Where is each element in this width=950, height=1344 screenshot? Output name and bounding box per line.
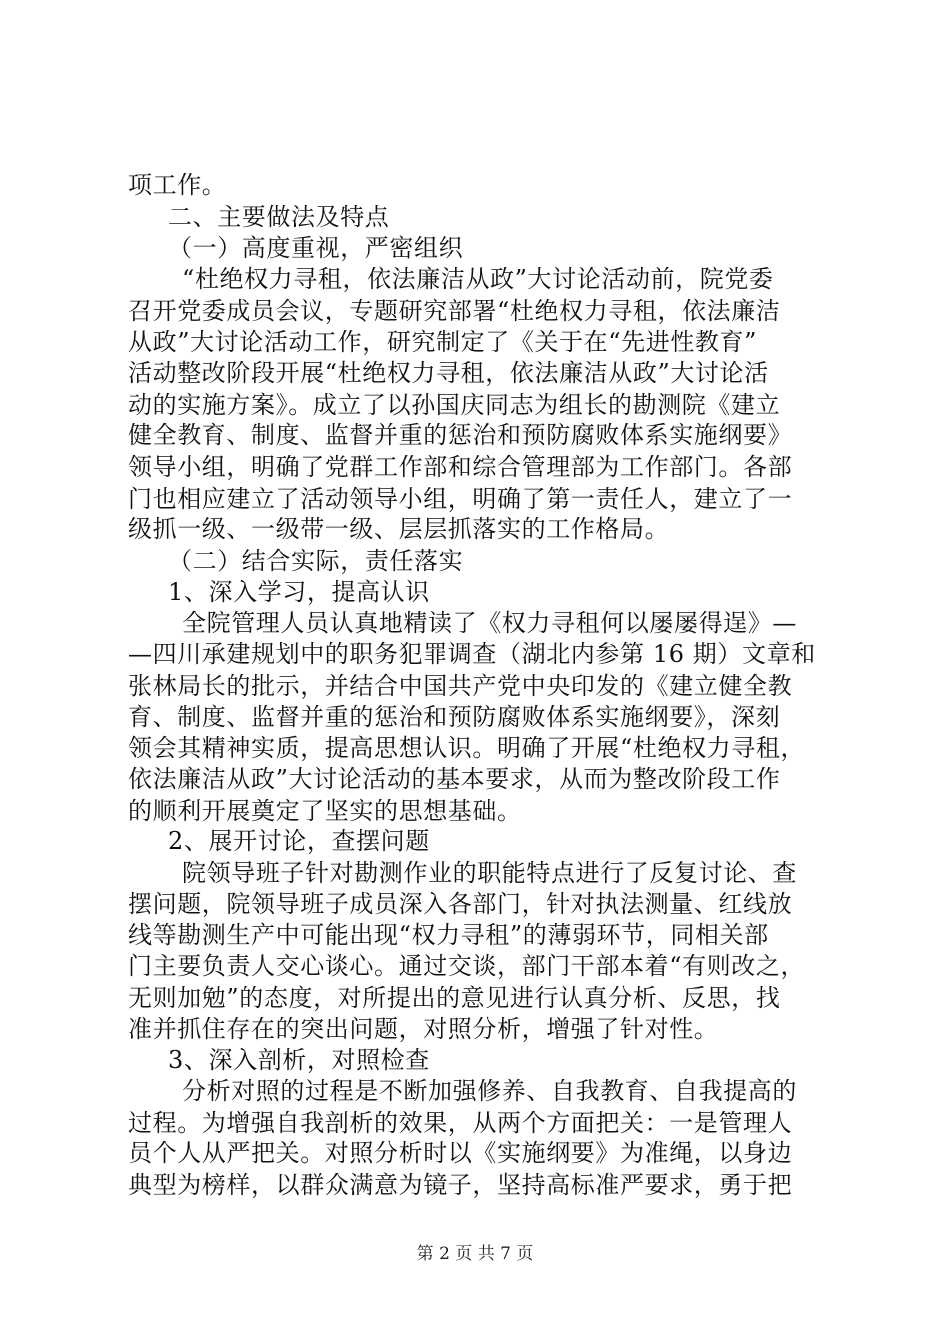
text-line: 领会其精神实质，提高思想认识。明确了开展“杜绝权力寻租， xyxy=(128,734,806,763)
text-line: “杜绝权力寻租，依法廉洁从政”大讨论活动前，院党委 xyxy=(182,265,774,293)
text-line: 活动整改阶段开展“杜绝权力寻租，依法廉洁从政”大讨论活 xyxy=(128,359,769,387)
text-line: 二、主要做法及特点 xyxy=(168,203,390,232)
text-line: （一）高度重视，严密组织 xyxy=(168,234,464,263)
text-line: 动的实施方案》。成立了以孙国庆同志为组长的勘测院《建立 xyxy=(128,390,781,419)
text-line: 张林局长的批示，并结合中国共产党中央印发的《建立健全教 xyxy=(128,671,793,700)
text-line: 从政”大讨论活动工作，研究制定了《关于在“先进性教育” xyxy=(128,328,758,357)
text-line: 3、深入剖析，对照检查 xyxy=(168,1046,430,1075)
text-line: 全院管理人员认真地精读了《权力寻租何以屡屡得逞》— xyxy=(182,609,797,638)
text-line: 级抓一级、一级带一级、层层抓落实的工作格局。 xyxy=(128,515,670,544)
text-line: 门主要负责人交心谈心。通过交谈，部门干部本着“有则改之， xyxy=(128,952,806,981)
text-line: 无则加勉”的态度，对所提出的意见进行认真分析、反思，找 xyxy=(128,983,781,1012)
text-line: 2、展开讨论，查摆问题 xyxy=(168,827,430,856)
text-line: 过程。为增强自我剖析的效果，从两个方面把关：一是管理人 xyxy=(128,1108,793,1137)
text-line: 门也相应建立了活动领导小组，明确了第一责任人，建立了一 xyxy=(128,484,793,513)
text-line: —四川承建规划中的职务犯罪调查（湖北内参第 16 期）文章和 xyxy=(128,640,816,669)
text-line: 摆问题，院领导班子成员深入各部门，针对执法测量、红线放 xyxy=(128,889,793,918)
text-line: 的顺利开展奠定了坚实的思想基础。 xyxy=(128,796,522,825)
text-line: （二）结合实际，责任落实 xyxy=(168,547,464,575)
text-line: 分析对照的过程是不断加强修养、自我教育、自我提高的 xyxy=(182,1076,797,1105)
text-line: 健全教育、制度、监督并重的惩治和预防腐败体系实施纲要》 xyxy=(128,421,793,450)
text-line: 领导小组，明确了党群工作部和综合管理部为工作部门。各部 xyxy=(128,453,793,481)
text-line: 依法廉洁从政”大讨论活动的基本要求，从而为整改阶段工作 xyxy=(128,765,781,793)
text-line: 线等勘测生产中可能出现“权力寻租”的薄弱环节，同相关部 xyxy=(128,921,769,950)
text-line: 召开党委成员会议，专题研究部署“杜绝权力寻租，依法廉洁 xyxy=(128,296,781,325)
text-line: 准并抓住存在的突出问题，对照分析，增强了针对性。 xyxy=(128,1014,719,1043)
text-line: 典型为榜样，以群众满意为镜子，坚持高标准严要求，勇于把 xyxy=(128,1171,793,1199)
text-line: 院领导班子针对勘测作业的职能特点进行了反复讨论、查 xyxy=(182,859,797,887)
text-line: 员个人从严把关。对照分析时以《实施纲要》为准绳，以身边 xyxy=(128,1139,793,1168)
text-line: 项工作。 xyxy=(128,171,227,199)
page-footer: 第 2 页 共 7 页 xyxy=(416,1244,534,1264)
text-line: 1、深入学习，提高认识 xyxy=(168,577,430,606)
text-line: 育、制度、监督并重的惩治和预防腐败体系实施纲要》，深刻 xyxy=(128,702,781,731)
